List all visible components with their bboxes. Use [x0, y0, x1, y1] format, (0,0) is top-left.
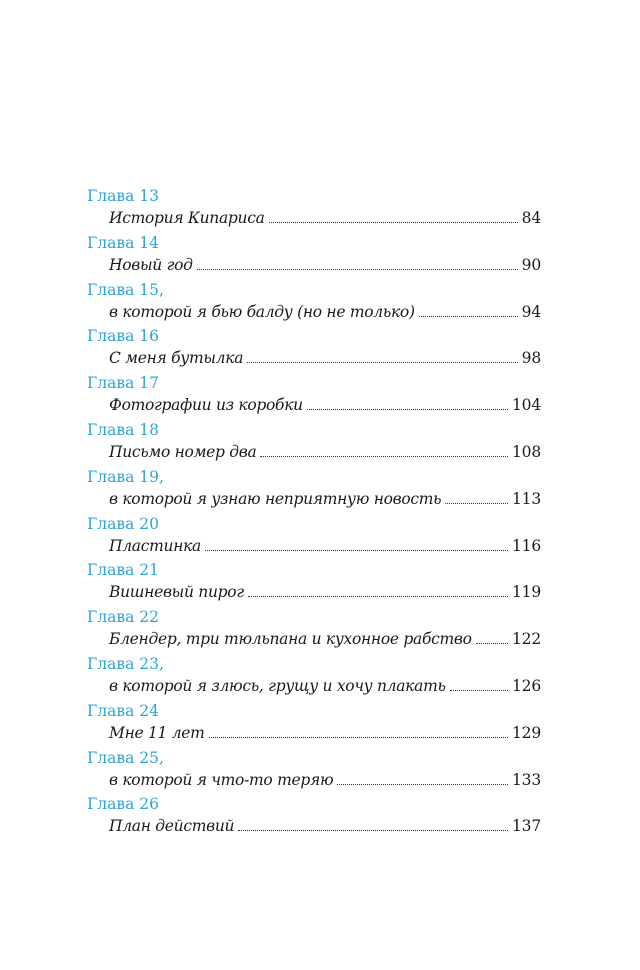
chapter-title: Пластинка: [109, 536, 201, 555]
toc-entry[interactable]: [87, 373, 541, 420]
toc-line: [109, 675, 541, 697]
chapter-title: в которой я бью балду (но не только): [109, 302, 415, 321]
toc-line: [109, 628, 541, 650]
chapter-label: Глава 21: [87, 561, 159, 580]
chapter-title: Блендер, три тюльпана и кухонное рабство: [109, 630, 472, 649]
toc-entry[interactable]: [87, 514, 541, 561]
page-number: 84: [521, 209, 541, 227]
dot-leader: [337, 784, 508, 785]
dot-leader: [419, 316, 518, 317]
page-number: 137: [512, 817, 541, 836]
toc-entry[interactable]: [87, 654, 541, 701]
page-number: 126: [512, 676, 541, 695]
dot-leader: [260, 456, 508, 457]
chapter-label: Глава 24: [87, 701, 159, 720]
dot-leader: [209, 737, 508, 738]
page-number: 122: [512, 630, 541, 649]
chapter-title: Письмо номер два: [109, 442, 257, 461]
page-number: 108: [512, 442, 541, 461]
chapter-title: История Кипариса: [109, 209, 265, 227]
dot-leader: [248, 596, 508, 597]
chapter-label: Глава 23,: [87, 654, 164, 673]
toc-entry[interactable]: [87, 186, 541, 233]
page-number: 113: [512, 489, 541, 508]
chapter-label: Глава 26: [87, 795, 159, 814]
toc-entry[interactable]: [87, 233, 541, 280]
toc-line: [109, 535, 541, 557]
dot-leader: [247, 362, 518, 363]
toc-line: [109, 581, 541, 603]
page-number: 116: [512, 536, 541, 555]
toc-line: [109, 301, 541, 323]
toc-line: [109, 207, 541, 229]
toc-line: [109, 488, 541, 510]
dot-leader: [197, 269, 518, 270]
dot-leader: [476, 643, 508, 644]
chapter-label: Глава 19,: [87, 467, 164, 486]
toc-line: [109, 394, 541, 416]
toc-line: [109, 769, 541, 791]
toc-entry[interactable]: [87, 748, 541, 795]
chapter-label: Глава 16: [87, 327, 159, 346]
dot-leader: [269, 222, 518, 223]
dot-leader: [450, 690, 508, 691]
page-number: 133: [512, 770, 541, 789]
chapter-label: Глава 18: [87, 420, 159, 439]
page-number: 129: [512, 723, 541, 742]
toc-entry[interactable]: [87, 560, 541, 607]
toc-line: [109, 347, 541, 369]
toc-entry[interactable]: [87, 607, 541, 654]
chapter-title: План действий: [109, 817, 235, 836]
page-number: 98: [521, 349, 541, 368]
page-number: 90: [521, 255, 541, 274]
chapter-title: Новый год: [109, 255, 193, 274]
page-number: 94: [521, 302, 541, 321]
chapter-label: Глава 15,: [87, 280, 164, 299]
toc-line: [109, 815, 541, 837]
chapter-label: Глава 14: [87, 233, 159, 252]
chapter-label: Глава 20: [87, 514, 159, 533]
chapter-title: в которой я злюсь, грущу и хочу плакать: [109, 676, 446, 695]
chapter-title: в которой я что-то теряю: [109, 770, 334, 789]
dot-leader: [307, 409, 508, 410]
chapter-label: Глава 22: [87, 608, 159, 627]
chapter-title: Вишневый пирог: [109, 583, 244, 602]
page-number: 104: [512, 396, 541, 415]
toc-entry[interactable]: [87, 280, 541, 327]
page-number: 119: [512, 583, 541, 602]
dot-leader: [205, 550, 508, 551]
toc-entry[interactable]: [87, 467, 541, 514]
chapter-title: Фотографии из коробки: [109, 396, 303, 415]
chapter-label: Глава 25,: [87, 748, 164, 767]
toc-entry[interactable]: [87, 420, 541, 467]
chapter-title: Мне 11 лет: [109, 723, 205, 742]
toc-line: [109, 441, 541, 463]
dot-leader: [238, 830, 508, 831]
chapter-title: С меня бутылка: [109, 349, 244, 368]
chapter-label: Глава 13: [87, 187, 159, 205]
chapter-label: Глава 17: [87, 374, 159, 393]
toc-entry[interactable]: [87, 326, 541, 373]
dot-leader: [445, 503, 508, 504]
toc-line: [109, 254, 541, 276]
toc-line: [109, 722, 541, 744]
toc-entry[interactable]: [87, 794, 541, 841]
toc-entry[interactable]: [87, 701, 541, 748]
chapter-title: в которой я узнаю неприятную новость: [109, 489, 442, 508]
table-of-contents: [87, 186, 541, 841]
